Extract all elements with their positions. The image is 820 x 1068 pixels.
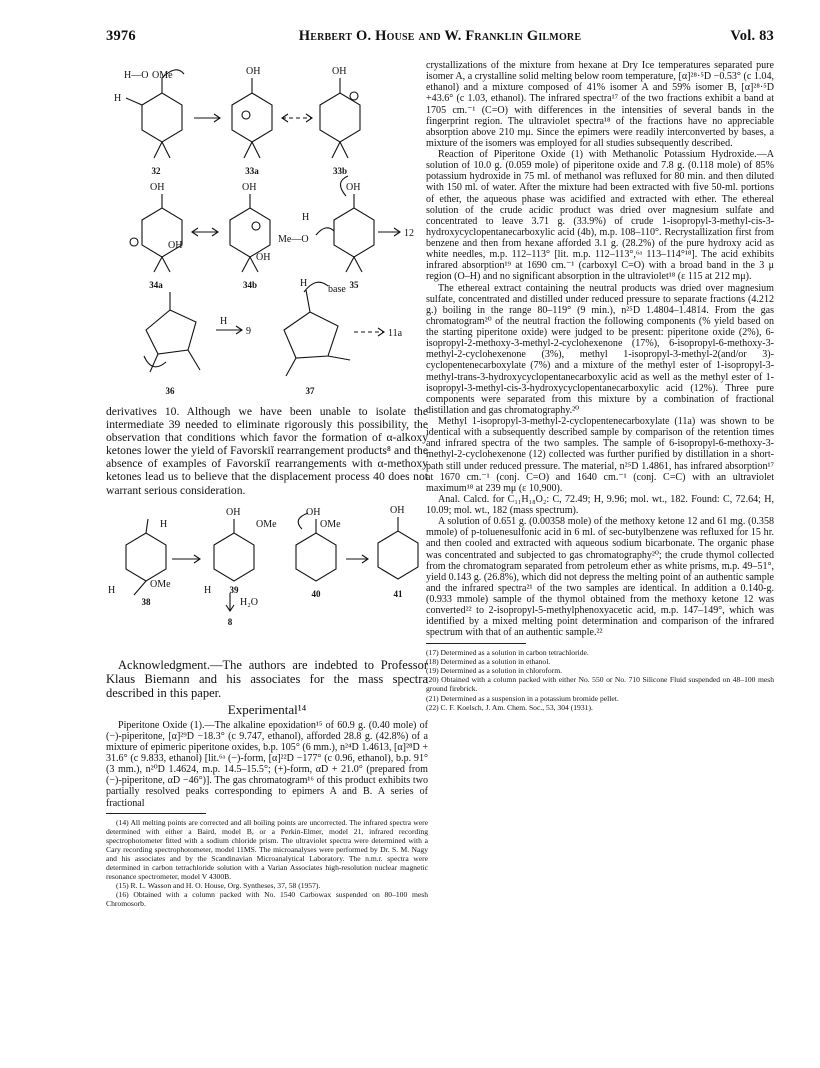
atom-ome-label: OMe xyxy=(152,70,173,81)
compound-label: 37 xyxy=(305,386,315,396)
compound-label: 41 xyxy=(393,588,403,599)
section-heading-experimental: Experimental¹⁴ xyxy=(227,701,307,717)
footnote: (19) Determined as a solution in chloroform. xyxy=(426,665,563,675)
atom-oh-label: OH xyxy=(332,66,347,77)
atom-oh-label: OH xyxy=(346,182,361,193)
footnote: (18) Determined as a solution in ethanol. xyxy=(426,656,551,666)
body-paragraph: The ethereal extract containing the neutral products was dried over magnesium sulfate, concentrated and distilled under reduced pressure to separate fractions (4.212 g.) boiling in the range 80–119° (9 min.), n²⁵D 1.4804–1.4814. From the gas chromatogram²⁰ of the neutral fraction the following components (% yield based on the starting piperitone oxide) were judged to be present: piperitone oxide (2%), 6-isopropyl-2-methoxy-3-methyl-2-cyclohexenone (17%), 6-isopropyl-6-methoxy-3-methyl-2-cyclohexenone (3%), methyl 1-isopropyl-3-methyl-2(and/or 3)-cyclopentenecarboxylate (7%) and a mixture of the methyl ester of 1-isopropyl-3-methyl-trans-3-hydroxycyclopentanecarboxylic acid as well as the methyl ester of 1-isopropyl-3-methyl-cis-3-hydroxycyclopentanecarboxylic acid (12%). Three pure components were separated from this mixture by a combination of fractional distillation and gas chromatography.²⁰ xyxy=(426,282,774,416)
atom-oh-label: OH xyxy=(150,182,165,193)
compound-label: 34a xyxy=(149,280,163,290)
atom-ome-label: OMe xyxy=(150,578,171,590)
footnote-rule xyxy=(426,643,526,644)
atom-h-label: H xyxy=(108,584,116,596)
atom-oh-label: OH xyxy=(168,240,183,251)
atom-h-label: H xyxy=(204,584,212,596)
right-column xyxy=(426,60,774,712)
atom-oh-label: OH xyxy=(246,66,261,77)
compound-label: 38 xyxy=(141,596,151,607)
compound-label: 39 xyxy=(229,584,239,595)
atom-ho-label: H—O xyxy=(124,70,149,81)
atom-h-label: H xyxy=(160,518,168,530)
arrow-label: 12 xyxy=(404,228,414,239)
reagent-label: H₂O xyxy=(240,596,258,608)
atom-oh-label: OH xyxy=(306,506,321,518)
body-paragraph: Reaction of Piperitone Oxide (1) with Methanolic Potassium Hydroxide.—A solution of 10.0 g. (0.059 mole) of piperitone oxide and 7.8 g. (0.118 mole) of 85% potassium hydroxide in 75 ml. of methanol was refluxed for 80 min. and then diluted with 150 ml. of water. After the mixture had been extracted with five 50-ml. portions of ether, the aqueous phase was acidified and extracted with ether. The ethereal solution of the crude acidic product was dried over magnesium sulfate and concentrated to leave 3.71 g. (33.9%) of crude 1-isopropyl-3-methyl-cis-3-hydroxycyclopentanecarboxylic acid (4b), m.p. 108–110°. Recrystallization first from benzene and then from hexane afforded 3.1 g. (28.2%) of the pure hydroxy acid as white needles, m.p. 112–113° [lit. m.p. 112–113°,⁶ᵃ 113–114°¹⁸]. The acid exhibits infrared absorption¹⁹ at 1690 cm.⁻¹ (carboxyl C=O) with a broad band in the 3 μ region (O–H) and no significant absorption in the ultraviolet¹⁸ (ε 115 at 212 mμ). xyxy=(426,149,774,283)
compound-label: 32 xyxy=(151,166,161,176)
compound-label: 33a xyxy=(245,166,259,176)
footnote-rule xyxy=(106,813,206,814)
atom-oh-label: OH xyxy=(390,504,405,516)
atom-h-label: H xyxy=(114,93,122,104)
running-title: Herbert O. House and W. Franklin Gilmore xyxy=(298,28,582,44)
body-paragraph: A solution of 0.651 g. (0.00358 mole) of the methoxy ketone 12 and 61 mg. (0.358 mmole) of p-toluenesulfonic acid in 6 ml. of sec-butylbenzene was refluxed for 15 hr. and then cooled and extracted with aqueous sodium bicarbonate. The organic phase was concentrated and subjected to gas chromatography²⁰; the crude thymol collected from the chromatogram separated from petroleum ether as white prisms, m.p. 49–51°, yield 0.143 g. (26.8%), which did not depress the melting point of an authentic sample and the infrared spectra²¹ of the two samples are identical. In addition a 0.140-g. (0.933 mmole) sample of the thymol obtained from the methoxy ketone 12 was converted²² to 2-isopropyl-5-methylphenoxyacetic acid, m.p. 147–149°, which was identified by a mixed melting point determination and comparison of the infrared spectrum with that of an authentic sample.²² xyxy=(426,516,774,639)
body-paragraph: Piperitone Oxide (1).—The alkaline epoxidation¹⁵ of 60.9 g. (0.40 mole) of (−)-piperitone, [α]²⁹D −18.3° (c 9.747, ethanol), afforded 28.8 g. (42.8%) of a mixture of epimeric piperitone oxides, b.p. 105° (6 mm.), n²⁴D 1.4613, [α]²⁸D + 31.6° (c 9.833, ethanol) [lit.⁶ᵃ (−)-form, [α]²²D −177° (c 0.96, ethanol), b.p. 91° (3 mm.), n²⁰D 1.4624, m.p. 14.5–15.5°; (+)-form, αD + 21.0° (prepared from (−)-piperitone, αD −46°)]. The gas chromatogram¹⁶ of this product exhibits two partially resolved peaks corresponding to epimers A and B. A series of fractional xyxy=(106,719,428,809)
footnote: (17) Determined as a solution in carbon tetrachloride. xyxy=(426,647,589,657)
footnote: (21) Determined as a suspension in a potassium bromide pellet. xyxy=(426,693,619,703)
atom-meo-label: Me—O xyxy=(278,234,309,245)
structure-scheme-upper xyxy=(106,60,428,400)
footnote: (20) Obtained with a column packed with either No. 550 or No. 710 Silicone Fluid suspended on 48–100 mesh ground firebrick. xyxy=(426,675,774,694)
left-column xyxy=(106,60,428,908)
atom-oh-label: OH xyxy=(226,506,241,518)
body-paragraph: Anal. Calcd. for C₁₁H₁₈O₂: C, 72.49; H, 9.96; mol. wt., 182. Found: C, 72.64; H, 10.09; mol. wt., 182 (mass spectrum). xyxy=(426,493,774,516)
acknowledgment: Acknowledgment.—The authors are indebted to Professor Klaus Biemann and his associates for the mass spectra described in this paper. xyxy=(106,657,428,700)
compound-label: 36 xyxy=(165,386,175,396)
atom-h-label: H xyxy=(300,278,308,289)
arrow-label: 9 xyxy=(246,326,251,337)
arrow-label: 11a xyxy=(388,328,403,339)
footnote: (16) Obtained with a column packed with No. 1540 Carbowax suspended on 80–100 mesh Chromosorb. xyxy=(106,889,428,908)
atom-ome-label: OMe xyxy=(256,518,277,530)
structure-scheme-lower xyxy=(106,503,428,649)
atom-oh-label: OH xyxy=(242,182,257,193)
body-paragraph: Methyl 1-isopropyl-3-methyl-2-cyclopentenecarboxylate (11a) was shown to be identical with a subsequently described sample by comparison of the retention times and infrared spectra of the two samples. The sample of 6-isopropyl-6-methoxy-3-methyl-2-cyclohexenone (12) collected was further purified by distillation in a short-path still under reduced pressure. The material, n²⁵D 1.4861, has infrared absorption¹⁷ at 1670 cm.⁻¹ (conj. C=O) and 1640 cm.⁻¹ (conj. C=C) with an ultraviolet maximum¹⁸ at 239 mμ (ε 10,900). xyxy=(426,416,774,494)
atom-oh-label: OH xyxy=(256,252,271,263)
atom-ome-label: OMe xyxy=(320,518,341,530)
page-number: 3976 xyxy=(106,28,136,44)
body-paragraph: derivatives 10. Although we have been unable to isolate the intermediate 39 needed to eliminate rigorously this possibility, the observation that conditions which favor the formation of α-alkoxy ketones lower the yield of Favorskiĭ rearrangement products⁸ and the absence of examples of Favorskiĭ rearrangements with α-methoxy ketones lead us to believe that the displacement process 40 does not warrant serious consideration. xyxy=(106,405,428,497)
footnote: (22) C. F. Koelsch, J. Am. Chem. Soc., 53, 304 (1931). xyxy=(426,702,593,712)
compound-label: 35 xyxy=(349,280,359,290)
compound-label: 8 xyxy=(227,616,233,627)
atom-h-label: H xyxy=(220,316,228,327)
page-header xyxy=(106,28,774,48)
body-paragraph: crystallizations of the mixture from hexane at Dry Ice temperatures separated pure isomer A, a crystalline solid melting below room temperature, [α]²⁸·⁵D −0.53° (c 1.04, ethanol) and a mixture composed of 41% isomer A and 59% isomer B, [α]²⁸·⁵D +43.6° (c 1.03, ethanol). The infrared spectra¹⁷ of the two fractions exhibit a band at 1705 cm.⁻¹ (C=O) with differences in the intensities of several bands in the fingerprint region. The ultraviolet spectra¹⁸ of the fractions have no appreciable absorption above 210 mμ. Since the epimers were readily interconverted by bases, a mixture of the isomers was employed for all studies subsequently described. xyxy=(426,60,774,149)
compound-label: 40 xyxy=(311,588,321,599)
compound-label: 34b xyxy=(242,280,258,290)
footnote: (15) R. L. Wasson and H. O. House, Org. Syntheses, 37, 58 (1957). xyxy=(116,880,321,890)
atom-h-label: H xyxy=(302,212,310,223)
footnote: (14) All melting points are corrected and all boiling points are uncorrected. The infrared spectra were determined with either a Baird, model B, or a Perkin-Elmer, model 21, infrared recording spectrophotometer fitted with a sodium chloride prism. The ultraviolet spectra were determined with a Cary recording spectrophotometer, model 11MS. The microanalyses were performed by Dr. S. M. Nagy and his associates and by the Scandinavian Microanalytical Laboratory. The n.m.r. spectra were determined in carbon tetrachloride solution with a Varian Associates high-resolution nuclear magnetic resonance spectrometer, model V 4300B. xyxy=(106,817,428,881)
compound-label: 33b xyxy=(332,166,348,176)
volume-number: Vol. 83 xyxy=(730,28,774,44)
atom-base-label: base xyxy=(328,284,346,295)
